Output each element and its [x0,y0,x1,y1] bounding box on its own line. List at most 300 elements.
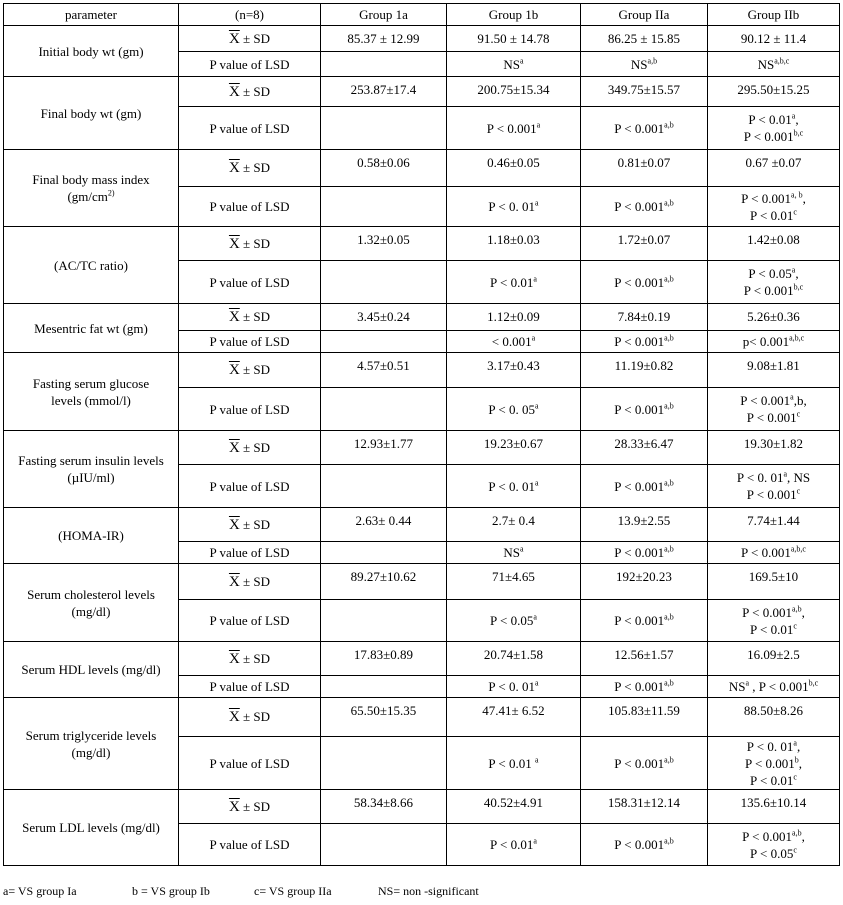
x-bar-symbol: $\overline{X}$ [228,439,240,456]
mean-cell: 28.33±6.47 [581,431,708,465]
stat-label [179,227,321,261]
stat-label [179,150,321,187]
pvalue-label: P value of LSD [179,824,321,866]
pvalue-sup: a [745,678,750,688]
pvalue-cell [321,52,447,77]
pvalue-cell [447,465,581,508]
mean-cell: 47.41± 6.52 [447,698,581,737]
pvalue-text: P < 0.001 [741,545,791,560]
table-row [4,150,840,187]
mean-cell: 349.75±15.57 [581,77,708,107]
parameter-text: Final body wt (gm) [40,105,142,121]
stat-label [179,26,321,52]
pvalue-label: P value of LSD [179,52,321,77]
pvalue-sup: a,b,c [790,544,806,554]
stat-suffix: ± SD [239,362,271,377]
pvalue-cell [581,261,708,304]
pvalue-label: P value of LSD [179,261,321,304]
parameter-text: Final body mass index [32,172,150,187]
pvalue-label: P value of LSD [179,388,321,431]
pvalue-sup: a, b [791,190,803,200]
parameter-text: Mesentric fat wt (gm) [34,320,148,336]
pvalue-text: , [801,828,805,844]
pvalue-cell [447,676,581,698]
pvalue-text: , [796,738,801,754]
pvalue-sup: a [520,544,524,554]
pvalue-cell [708,737,840,790]
pvalue-text: P < 0.001 [614,755,665,771]
pvalue-sup: a [791,111,796,121]
x-bar-symbol: $\overline{X}$ [228,160,240,176]
parameter-text: (HOMA-IR) [58,528,124,543]
pvalue-cell [581,737,708,790]
pvalue-text: P < 0.01 [488,755,536,771]
parameter-text: (µIU/ml) [67,470,115,485]
pvalue-sup: b [794,755,799,765]
pvalue-sup: a,b,c [789,333,805,343]
pvalue-text: P < 0. 05 [488,401,536,417]
footnotes [3,884,479,899]
header-row [4,4,840,26]
pvalue-text: , [795,112,799,127]
pvalue-text: p< 0.001 [742,334,790,349]
x-bar-symbol: $\overline{X}$ [228,83,240,100]
pvalue-text: P < 0.001 [744,755,795,771]
pvalue-text: P < 0.001 [741,190,792,206]
table-row [4,698,840,737]
parameter-text: (AC/TC ratio) [53,257,128,273]
stat-suffix: ± SD [239,709,271,724]
pvalue-cell [708,542,840,564]
pvalue-sup: a,b [664,478,674,488]
stat-label [179,508,321,542]
parameter-sup: 2) [107,188,115,198]
pvalue-cell [708,824,840,866]
pvalue-sup: a [533,274,537,284]
pvalue-sup: a [535,478,539,488]
table-row [4,227,840,261]
stat-suffix: ± SD [239,30,271,46]
mean-cell: 89.27±10.62 [321,564,447,600]
parameter-cell [4,564,179,642]
pvalue-sup: c [793,772,797,782]
pvalue-cell [708,331,840,353]
footnote: a= VS group Ia [3,884,77,898]
pvalue-cell [708,187,840,227]
pvalue-label: P value of LSD [179,542,321,564]
pvalue-sup: c [796,486,801,496]
stat-suffix: ± SD [239,798,271,814]
pvalue-sup: b,c [793,128,804,138]
x-bar-symbol: $\overline{X}$ [228,573,240,590]
pvalue-sup: a,b [664,755,674,765]
pvalue-cell [708,261,840,304]
pvalue-text: P < 0.001 [486,120,537,136]
table-row [4,26,840,52]
pvalue-label: P value of LSD [179,331,321,353]
mean-cell: 17.83±0.89 [321,642,447,676]
header-cell: (n=8) [179,4,321,26]
pvalue-sup: c [793,621,797,631]
pvalue-sup: c [793,207,797,217]
mean-cell: 16.09±2.5 [708,642,840,676]
pvalue-sup: a,b [664,401,674,411]
pvalue-sup: a [783,469,788,479]
pvalue-cell [447,331,581,353]
pvalue-sup: a [535,755,539,765]
pvalue-cell [321,465,447,508]
mean-cell: 2.63± 0.44 [321,508,447,542]
pvalue-text: P < 0. 01 [736,470,784,485]
mean-cell: 1.18±0.03 [447,227,581,261]
stat-label [179,698,321,737]
pvalue-text: P < 0.05 [748,266,792,281]
mean-cell: 0.46±0.05 [447,150,581,187]
pvalue-text: P < 0.001 [614,334,665,349]
pvalue-cell [581,187,708,227]
mean-cell: 0.58±0.06 [321,150,447,187]
parameter-cell [4,698,179,790]
pvalue-sup: b,c [793,282,804,292]
pvalue-text: , [798,755,803,771]
pvalue-text: P < 0. 01 [488,478,536,494]
mean-cell: 3.17±0.43 [447,353,581,388]
x-bar-symbol: $\overline{X}$ [228,30,240,47]
parameter-text: Serum HDL levels (mg/dl) [21,662,161,677]
pvalue-sup: a [535,198,539,208]
pvalue-text: P < 0.001 [614,274,665,290]
results-table [3,3,840,866]
pvalue-cell [321,737,447,790]
header-cell: Group IIb [708,4,840,26]
pvalue-sup: a [531,333,536,343]
pvalue-cell [708,52,840,77]
parameter-text: Fasting serum glucose [32,375,150,391]
mean-cell: 200.75±15.34 [447,77,581,107]
stat-label [179,564,321,600]
parameter-text: (gm/cm [67,189,108,204]
pvalue-cell [447,52,581,77]
pvalue-text: P < 0.01 [490,274,534,290]
mean-cell: 7.74±1.44 [708,508,840,542]
pvalue-sup: a [520,56,524,66]
pvalue-label: P value of LSD [179,737,321,790]
mean-cell: 88.50±8.26 [708,698,840,737]
mean-cell: 90.12 ± 11.4 [708,26,840,52]
pvalue-label: P value of LSD [179,465,321,508]
pvalue-cell [321,542,447,564]
pvalue-text: P < 0.001 [743,129,794,144]
mean-cell: 65.50±15.35 [321,698,447,737]
pvalue-cell [447,388,581,431]
mean-cell: 20.74±1.58 [447,642,581,676]
pvalue-cell [581,824,708,866]
pvalue-cell [581,465,708,508]
pvalue-text: P < 0.001 [614,199,665,214]
stat-label [179,642,321,676]
table-row [4,304,840,331]
pvalue-cell [321,331,447,353]
pvalue-text: P < 0.001 [614,837,665,852]
pvalue-text: P < 0.001 [742,604,793,620]
pvalue-text: P < 0.01 [750,772,794,788]
pvalue-cell [708,676,840,698]
parameter-text: levels (mmol/l) [51,392,131,408]
pvalue-sup: c [793,845,797,855]
pvalue-label: P value of LSD [179,600,321,642]
pvalue-label: P value of LSD [179,187,321,227]
mean-cell: 158.31±12.14 [581,790,708,824]
pvalue-sup: b,c [808,678,819,688]
pvalue-cell [447,542,581,564]
parameter-cell [4,26,179,77]
parameter-text: Serum LDL levels (mg/dl) [22,820,160,835]
pvalue-text: P < 0.01 [750,207,794,223]
parameter-cell [4,508,179,564]
mean-cell: 9.08±1.81 [708,353,840,388]
pvalue-cell [447,600,581,642]
pvalue-text: , NS [787,470,811,485]
pvalue-text: P < 0. 01 [746,738,794,754]
footnote: c= VS group IIa [254,884,332,898]
pvalue-text: , [795,266,799,281]
header-cell: Group IIa [581,4,708,26]
pvalue-label: P value of LSD [179,107,321,150]
x-bar-symbol: $\overline{X}$ [228,309,240,325]
table-row [4,77,840,107]
mean-cell: 1.72±0.07 [581,227,708,261]
parameter-cell [4,304,179,353]
pvalue-cell [708,600,840,642]
x-bar-symbol: $\overline{X}$ [228,362,240,378]
pvalue-text: P < 0.001 [614,478,665,494]
stat-suffix: ± SD [239,235,271,251]
table-row [4,508,840,542]
pvalue-sup: a,b [664,198,674,208]
mean-cell: 13.9±2.55 [581,508,708,542]
mean-cell: 0.67 ±0.07 [708,150,840,187]
pvalue-text: P < 0.01 [490,837,534,852]
pvalue-cell [447,261,581,304]
stat-suffix: ± SD [239,160,271,175]
parameter-text: Serum triglyceride levels [25,727,157,743]
pvalue-sup: a [535,401,539,411]
pvalue-sup: c [796,409,801,419]
pvalue-sup: a,b [664,274,674,284]
pvalue-text: < 0.001 [491,334,532,349]
header-cell: parameter [4,4,179,26]
mean-cell: 19.30±1.82 [708,431,840,465]
mean-cell: 58.34±8.66 [321,790,447,824]
pvalue-cell [581,600,708,642]
mean-cell: 11.19±0.82 [581,353,708,388]
pvalue-sup: a,b [792,828,802,838]
mean-cell: 0.81±0.07 [581,150,708,187]
pvalue-text: P < 0.01 [750,621,794,637]
x-bar-symbol: $\overline{X}$ [228,235,240,252]
pvalue-cell [321,388,447,431]
pvalue-text: P < 0. 01 [488,199,536,214]
mean-cell: 4.57±0.51 [321,353,447,388]
header-cell: Group 1b [447,4,581,26]
pvalue-text: , [801,604,805,620]
pvalue-sup: a,b [664,836,674,846]
pvalue-text: NS [757,56,775,72]
table-row [4,790,840,824]
pvalue-sup: a [536,120,541,130]
parameter-text: Serum cholesterol levels [27,586,155,602]
mean-cell: 19.23±0.67 [447,431,581,465]
table-row [4,642,840,676]
pvalue-text: P < 0.01 [748,112,792,127]
stat-suffix: ± SD [239,439,271,455]
mean-cell: 1.42±0.08 [708,227,840,261]
parameter-text: (mg/dl) [71,603,111,619]
pvalue-sup: a [790,392,794,402]
parameter-cell [4,150,179,227]
pvalue-text: NS [728,679,746,694]
pvalue-text: NS [503,545,521,560]
header-cell: Group 1a [321,4,447,26]
pvalue-sup: a,b [664,612,674,622]
mean-cell: 135.6±10.14 [708,790,840,824]
pvalue-sup: a,b,c [774,56,790,66]
mean-cell: 253.87±17.4 [321,77,447,107]
mean-cell: 5.26±0.36 [708,304,840,331]
pvalue-text: , P < 0.001 [749,679,809,694]
pvalue-sup: a [535,678,539,688]
pvalue-sup: a [791,265,796,275]
table-row [4,431,840,465]
pvalue-text: P < 0.05 [750,845,794,861]
parameter-cell [4,353,179,431]
pvalue-sup: a,b [664,678,674,688]
pvalue-cell [447,187,581,227]
pvalue-label: P value of LSD [179,676,321,698]
pvalue-cell [321,261,447,304]
pvalue-cell [708,107,840,150]
mean-cell: 192±20.23 [581,564,708,600]
mean-cell: 2.7± 0.4 [447,508,581,542]
pvalue-sup: a,b [664,544,674,554]
table-row [4,564,840,600]
pvalue-cell [708,388,840,431]
pvalue-text: P < 0.001 [746,487,797,502]
parameter-cell [4,790,179,866]
pvalue-cell [581,107,708,150]
parameter-cell [4,227,179,304]
pvalue-cell [447,107,581,150]
stat-suffix: ± SD [239,516,271,532]
pvalue-text: P < 0. 01 [488,679,536,694]
mean-cell: 71±4.65 [447,564,581,600]
x-bar-symbol: $\overline{X}$ [228,516,240,533]
pvalue-cell [581,52,708,77]
mean-cell: 1.12±0.09 [447,304,581,331]
x-bar-symbol: $\overline{X}$ [228,650,240,667]
pvalue-cell [708,465,840,508]
stat-suffix: ± SD [239,309,271,324]
parameter-cell [4,431,179,508]
pvalue-cell [321,187,447,227]
pvalue-cell [581,676,708,698]
pvalue-sup: a,b [647,56,658,66]
mean-cell: 295.50±15.25 [708,77,840,107]
pvalue-cell [321,107,447,150]
mean-cell: 7.84±0.19 [581,304,708,331]
mean-cell: 12.93±1.77 [321,431,447,465]
pvalue-text: NS [630,56,648,72]
pvalue-text: P < 0.05 [490,613,534,628]
pvalue-cell [581,542,708,564]
stat-suffix: ± SD [239,573,271,589]
pvalue-text: NS [503,56,521,72]
stat-label [179,304,321,331]
pvalue-cell [581,388,708,431]
pvalue-sup: a,b [664,120,674,130]
parameter-cell [4,642,179,698]
pvalue-cell [321,600,447,642]
footnote: b = VS group Ib [132,884,210,898]
pvalue-text: P < 0.001 [740,393,791,408]
parameter-text: Fasting serum insulin levels [18,453,164,468]
pvalue-text: ,b, [793,393,807,408]
pvalue-sup: a,b [792,604,802,614]
mean-cell: 91.50 ± 14.78 [447,26,581,52]
pvalue-cell [447,824,581,866]
mean-cell: 169.5±10 [708,564,840,600]
stat-label [179,790,321,824]
x-bar-symbol: $\overline{X}$ [228,709,240,725]
stat-label [179,353,321,388]
pvalue-text: P < 0.001 [614,613,665,628]
mean-cell: 3.45±0.24 [321,304,447,331]
pvalue-cell [321,676,447,698]
mean-cell: 85.37 ± 12.99 [321,26,447,52]
pvalue-text: P < 0.001 [614,545,665,560]
pvalue-text: P < 0.001 [743,283,794,298]
stat-label [179,431,321,465]
pvalue-sup: a [533,612,537,622]
x-bar-symbol: $\overline{X}$ [228,798,240,815]
pvalue-cell [321,824,447,866]
pvalue-text: P < 0.001 [742,828,793,844]
pvalue-text: P < 0.001 [614,120,665,136]
mean-cell: 40.52±4.91 [447,790,581,824]
stat-suffix: ± SD [239,83,271,99]
pvalue-text: P < 0.001 [614,679,665,694]
pvalue-sup: a [533,836,537,846]
mean-cell: 1.32±0.05 [321,227,447,261]
parameter-cell [4,77,179,150]
pvalue-text: , [802,190,806,206]
footnote: NS= non -significant [378,884,479,898]
pvalue-text: P < 0.001 [614,401,665,417]
mean-cell: 12.56±1.57 [581,642,708,676]
stat-suffix: ± SD [239,650,271,666]
mean-cell: 105.83±11.59 [581,698,708,737]
pvalue-sup: a,b [664,333,674,343]
stat-label [179,77,321,107]
pvalue-cell [447,737,581,790]
table-row [4,353,840,388]
pvalue-cell [581,331,708,353]
pvalue-sup: a [793,738,797,748]
pvalue-text: P < 0.001 [746,410,797,425]
parameter-text: (mg/dl) [71,744,111,760]
mean-cell: 86.25 ± 15.85 [581,26,708,52]
parameter-text: Initial body wt (gm) [38,43,144,59]
